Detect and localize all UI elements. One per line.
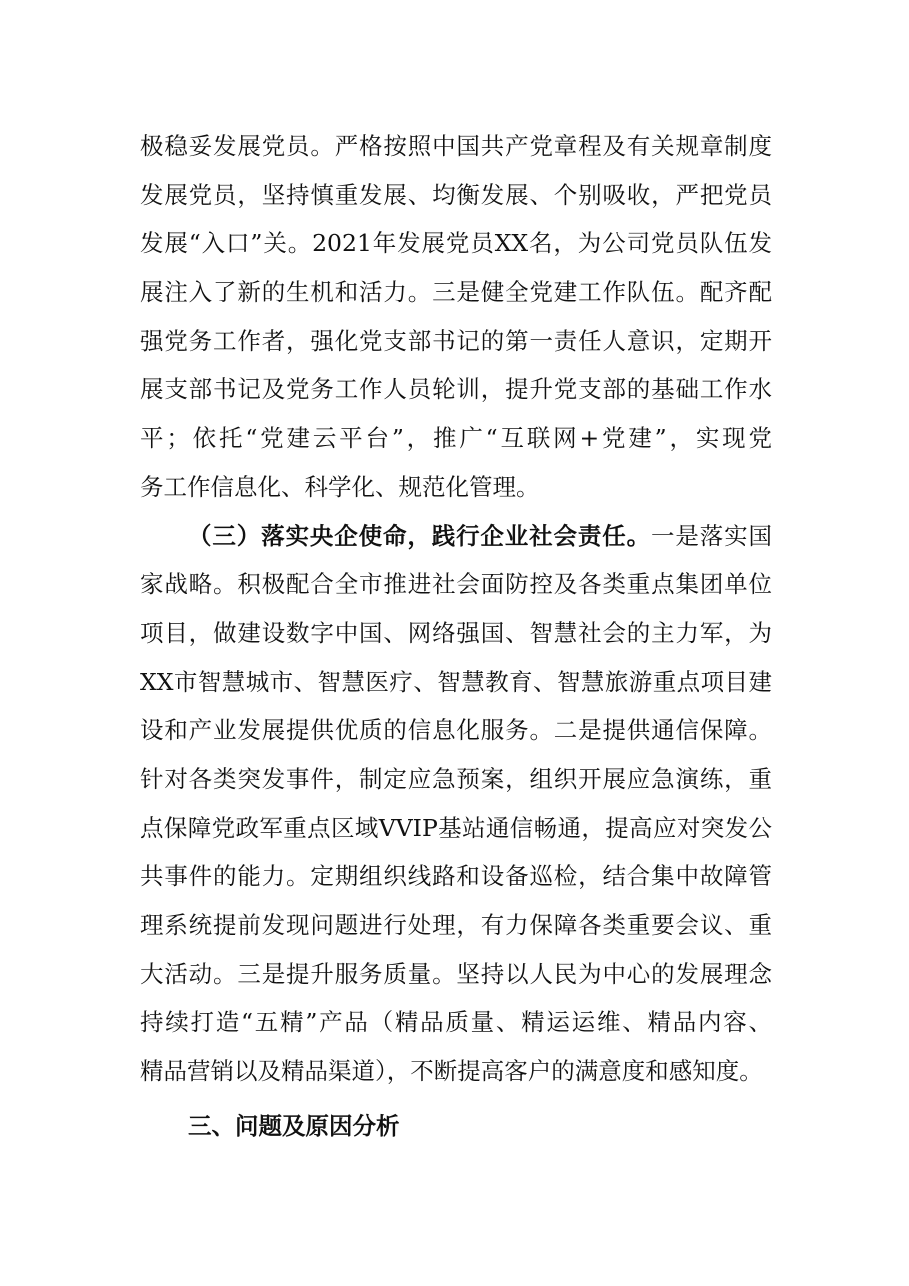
text-line: 发展“入口”关。2021年发展党员XX名，为公司党员队伍发 [140,229,772,258]
section-heading: 三、问题及原因分析 [188,1111,400,1140]
text-line: 平；依托“党建云平台”，推广“互联网+党建”，实现党 [140,424,772,453]
text-line: XX市智慧城市、智慧医疗、智慧教育、智慧旅游重点项目建 [140,667,772,696]
text-line: 务工作信息化、科学化、规范化管理。 [140,472,540,501]
text-line: 强党务工作者，强化党支部书记的第一责任人意识，定期开 [140,326,772,355]
text-line-with-heading [140,512,772,561]
text-line: 点保障党政军重点区域VVIP基站通信畅通，提高应对突发公 [140,813,772,842]
text-line: 项目，做建设数字中国、网络强国、智慧社会的主力军，为 [140,618,772,647]
paragraph-social-responsibility [140,512,772,1096]
text-line: 极稳妥发展党员。严格按照中国共产党章程及有关规章制度 [140,132,772,160]
document-body [140,122,772,1150]
text-line: 展注入了新的生机和活力。三是健全党建工作队伍。配齐配 [140,278,772,307]
text-line: 理系统提前发现问题进行处理，有力保障各类重要会议、重 [140,911,772,939]
text-line: 展支部书记及党务工作人员轮训，提升党支部的基础工作水 [140,375,772,404]
text-line: 精品营销以及精品渠道），不断提高客户的满意度和感知度。 [140,1057,763,1086]
text-line: 大活动。三是提升服务质量。坚持以人民为中心的发展理念 [140,959,772,988]
text-line: 针对各类突发事件，制定应急预案，组织开展应急演练，重 [140,764,772,793]
text-line: 发展党员，坚持慎重发展、均衡发展、个别吸收，严把党员 [140,180,772,209]
text-line: 设和产业发展提供优质的信息化服务。二是提供通信保障。 [140,716,772,745]
text-line: 持续打造“五精”产品（精品质量、精运运维、精品内容、 [140,1008,772,1037]
text-run: 一是落实国 [651,521,773,550]
paragraph-party-building [140,122,772,512]
text-line: 共事件的能力。定期组织线路和设备巡检，结合集中故障管 [140,862,772,891]
text-line: 家战略。积极配合全市推进社会面防控及各类重点集团单位 [140,570,772,599]
subsection-heading: （三）落实央企使命，践行企业社会责任。 [188,521,652,550]
